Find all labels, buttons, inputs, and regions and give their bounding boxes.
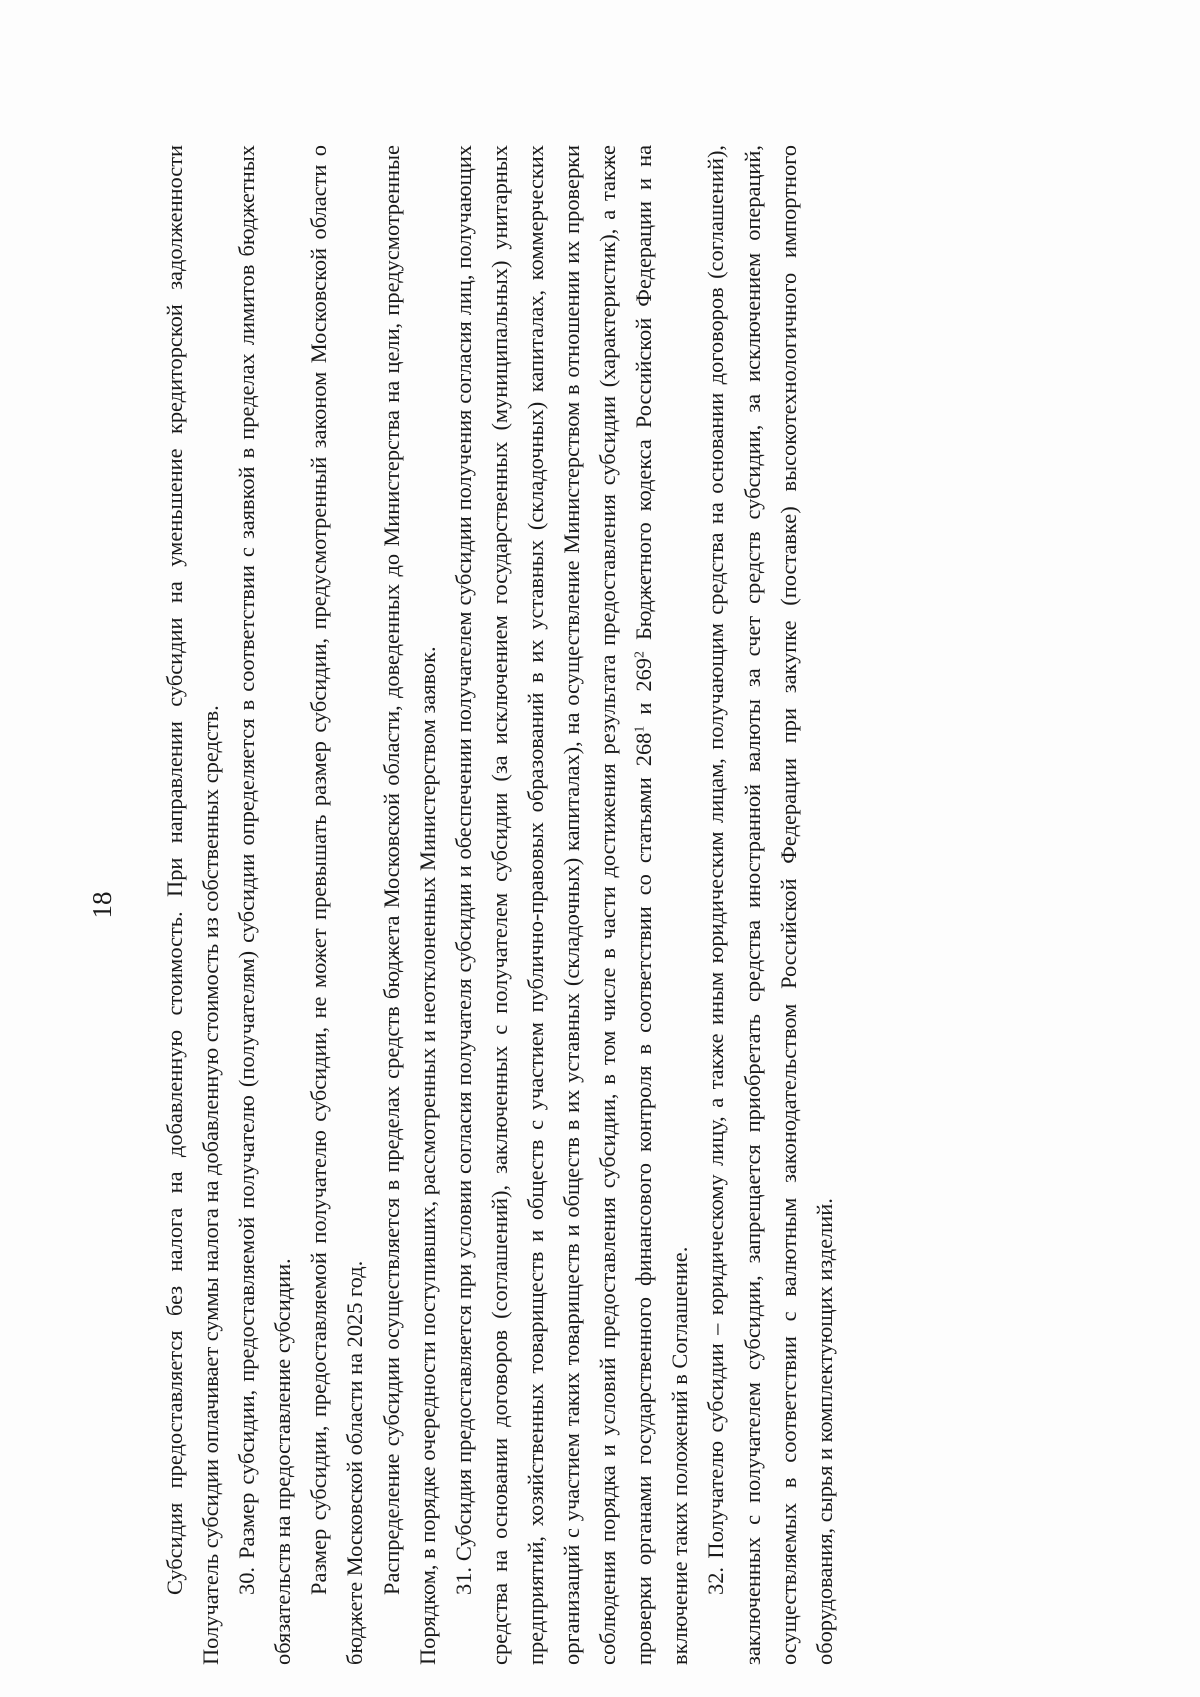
- article-superscript: 1: [632, 725, 648, 733]
- paragraph-30: 30. Размер субсидии, предоставляемой получателю (получателям) субсидии определяется в соответствии с заявкой в пределах лимитов бюджетных обязательств на предоставление субсидии.: [234, 145, 296, 1665]
- paragraph-subsidy-limit: Размер субсидии, предоставляемой получателю субсидии, не может превышать размер субсидии, предусмотренный законом Московской области о бюджете Московской области на 2025 год.: [306, 145, 368, 1665]
- paragraph-31-text: 31. Субсидия предоставляется при условии согласия получателя субсидии и обеспечении получателем субсидии получения согласия лиц, получающих средства на основании договоров (соглашений), заключенных с получателем субсидии (за исключением государственных (муниципальных) унитарных предприятий, хозяйственных товариществ и обществ с участием публично-правовых образований в их уставных (складочных) капиталах, коммерческих организаций с участием таких товариществ и обществ в их уставных (складочных) капиталах), на осуществление Министерством в отношении их проверки соблюдения порядка и условий предоставления субсидии, в том числе в части достижения результата предоставления субсидии (характеристик), а также проверки органами государственного финансового контроля в соответствии со статьями 268: [450, 145, 657, 1665]
- paragraph-distribution: Распределение субсидии осуществляется в пределах средств бюджета Московской области, доведенных до Министерства на цели, предусмотренные Порядком, в порядке очередности поступивших, рассмотренных и неотклоненных Министерством заявок.: [378, 145, 440, 1665]
- paragraph-32: 32. Получателю субсидии – юридическому лицу, а также иным юридическим лицам, получающим средства на основании договоров (соглашений), заключенных с получателем субсидии, запрещается приобретать средства иностранной валюты за счет средств субсидии, за исключением операций, осуществляемых в соответствии с валютным законодательством Российской Федерации при закупке (поставке) высокотехнологичного импортного оборудования, сырья и комплектующих изделий.: [703, 145, 837, 1665]
- page-number: 18: [87, 891, 117, 919]
- document-sheet: [45, 145, 1145, 1665]
- document-body: [157, 145, 843, 1665]
- paragraph-vat: Субсидия предоставляется без налога на добавленную стоимость. При направлении субсидии на уменьшение кредиторской задолженности Получатель субсидии оплачивает суммы налога на добавленную стоимость из собственных средств.: [162, 145, 224, 1665]
- paragraph-31-text-mid: и 269: [631, 658, 657, 726]
- article-superscript: 2: [632, 651, 648, 659]
- paragraph-31: [446, 145, 699, 1665]
- paragraph-31-text-end: Бюджетного кодекса Российской Федерации и на включение таких положений в Соглашение.: [631, 144, 693, 1665]
